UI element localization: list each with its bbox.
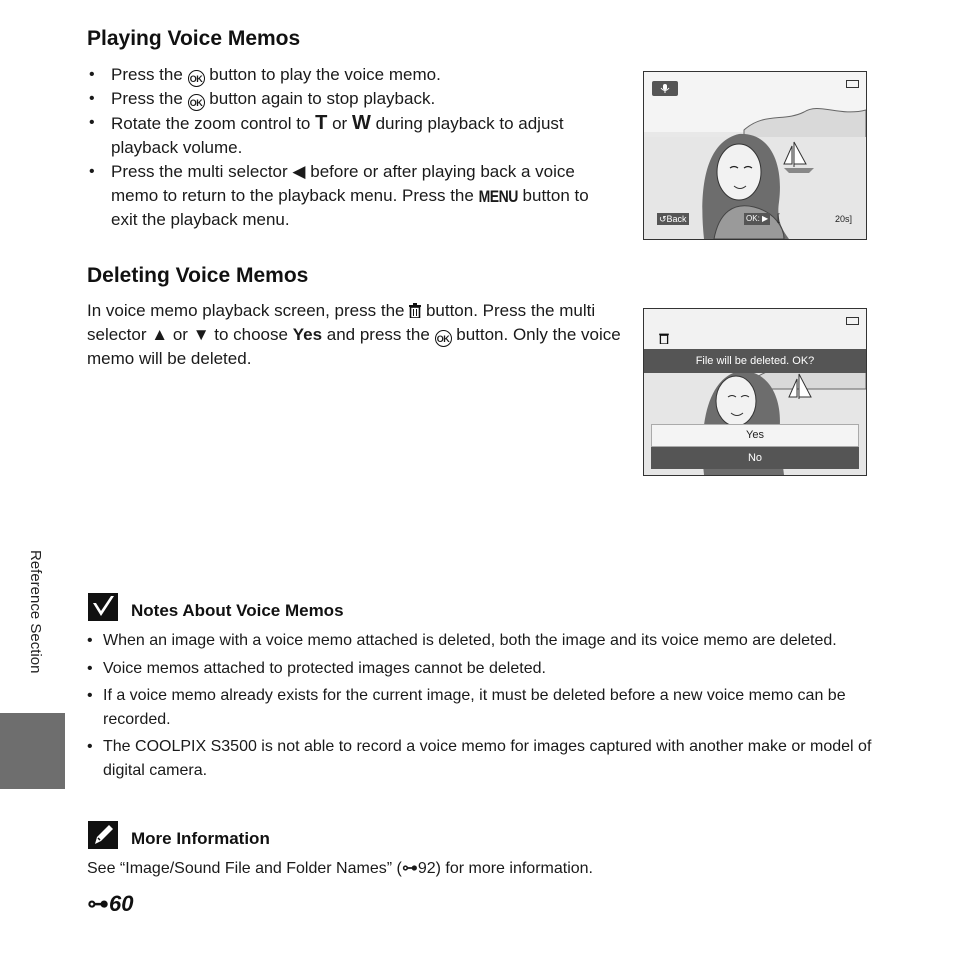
list-item: • The COOLPIX S3500 is not able to record a voice memo for images captured with another make or model of digital camera. bbox=[87, 735, 877, 782]
remaining-time: 20s] bbox=[834, 214, 852, 224]
no-option[interactable]: No bbox=[651, 447, 859, 469]
ok-play-hint: OK: ▶ bbox=[746, 214, 769, 223]
back-icon: ↺ bbox=[659, 214, 667, 224]
ok-button-icon: OK bbox=[435, 330, 452, 347]
list-item: • If a voice memo already exists for the current image, it must be deleted before a new voice memo can be recorded. bbox=[87, 684, 877, 731]
zoom-tele-icon: T bbox=[315, 112, 328, 134]
battery-icon bbox=[846, 317, 859, 325]
list-item: • When an image with a voice memo attached is deleted, both the image and its voice memo are deleted. bbox=[87, 629, 877, 653]
page-number: ⊶60 bbox=[87, 891, 134, 916]
reference-section-icon: ⊶ bbox=[87, 891, 109, 916]
notes-heading: Notes About Voice Memos bbox=[131, 601, 344, 620]
play-icon: ▶ bbox=[762, 214, 769, 223]
ok-button-icon: OK bbox=[188, 94, 205, 111]
up-arrow-icon: ▲ bbox=[151, 325, 169, 344]
pencil-icon bbox=[88, 821, 118, 849]
notes-list bbox=[87, 629, 877, 786]
caution-check-icon bbox=[88, 593, 118, 621]
reference-section-icon: ⊶ bbox=[401, 860, 418, 877]
battery-icon bbox=[846, 80, 859, 88]
list-item: • Press the OK button again to stop playback. bbox=[87, 87, 602, 111]
more-info-text: See “Image/Sound File and Folder Names” (⊶92) for more information. bbox=[87, 860, 593, 877]
bracket-icon: [ bbox=[777, 213, 780, 224]
left-arrow-icon: ◀ bbox=[292, 162, 306, 181]
delete-prompt: File will be deleted. OK? bbox=[644, 349, 866, 373]
back-hint: ↺Back bbox=[659, 214, 687, 224]
zoom-wide-icon: W bbox=[351, 112, 371, 134]
list-item: • Press the multi selector ◀ before or after playing back a voice memo to return to the playback menu. Press the MENU button to exit the playback menu. bbox=[87, 160, 602, 232]
playing-bullets bbox=[87, 63, 602, 232]
camera-screen-playback bbox=[643, 71, 867, 240]
menu-button-icon: MENU bbox=[478, 186, 518, 206]
heading-deleting-voice-memos: Deleting Voice Memos bbox=[87, 264, 309, 287]
ok-button-icon: OK bbox=[188, 70, 205, 87]
list-item: • Rotate the zoom control to T or W during playback to adjust playback volume. bbox=[87, 111, 602, 160]
voice-memo-mic-icon bbox=[652, 81, 678, 96]
yes-option[interactable]: Yes bbox=[651, 424, 859, 447]
side-section-label: Reference Section bbox=[27, 550, 44, 674]
list-item: • Voice memos attached to protected images cannot be deleted. bbox=[87, 657, 877, 681]
more-info-heading: More Information bbox=[131, 829, 270, 848]
camera-screen-delete bbox=[643, 308, 867, 476]
list-item: • Press the OK button to play the voice memo. bbox=[87, 63, 602, 87]
trash-icon bbox=[409, 303, 421, 318]
deleting-paragraph: In voice memo playback screen, press the button. Press the multi selector ▲ or ▼ to choose Yes and press the OK button. Only the voice memo will be deleted. bbox=[87, 301, 621, 368]
down-arrow-icon: ▼ bbox=[192, 325, 210, 344]
yes-emphasis: Yes bbox=[292, 325, 323, 344]
side-section-tab bbox=[0, 713, 65, 789]
heading-playing-voice-memos: Playing Voice Memos bbox=[87, 27, 301, 50]
trash-icon bbox=[659, 332, 669, 344]
